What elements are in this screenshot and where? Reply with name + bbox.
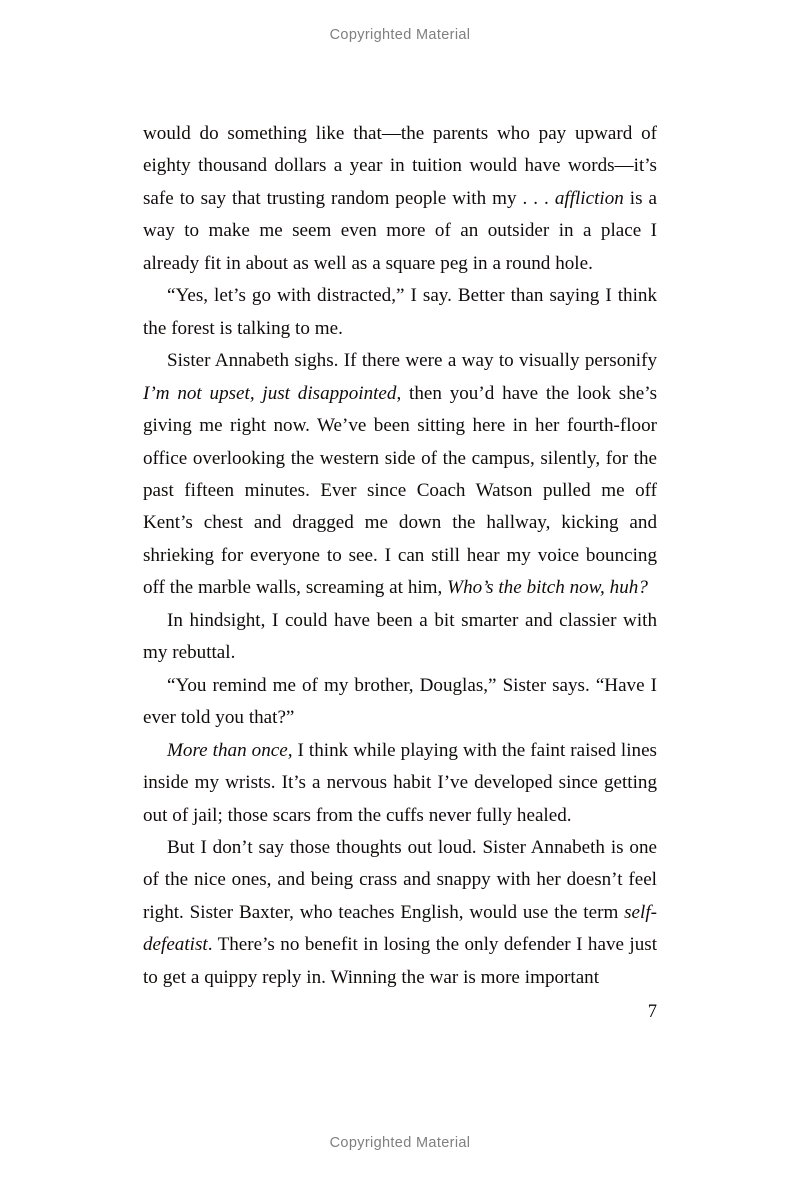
page-number: 7 xyxy=(647,1002,657,1022)
text-run: But I don’t say those thoughts out loud. Sister Annabeth is one of the nice ones, and being crass and snappy with her doesn’t feel right. Sister Baxter, who teaches English, would use the term xyxy=(143,836,657,923)
copyright-watermark-top: Copyrighted Material xyxy=(329,27,471,43)
italic-phrase: Who’s the bitch now, huh? xyxy=(447,577,648,599)
paragraph xyxy=(143,605,657,670)
text-run: . There’s no benefit in losing the only defender I have just to get a quippy reply in. Winning the war is more important xyxy=(143,934,657,988)
copyright-watermark-bottom: Copyrighted Material xyxy=(329,1135,471,1151)
paragraph xyxy=(143,832,657,994)
italic-phrase: I’m not upset, just disappointed xyxy=(143,382,397,404)
text-run: I think while playing with the faint raised lines inside my wrists. It’s a nervous habit I’ve developed since getting out of jail; those scars from the cuffs never fully healed. xyxy=(143,739,657,826)
paragraph xyxy=(143,345,657,605)
italic-phrase: More than once, xyxy=(167,739,293,761)
text-run: Sister Annabeth sighs. If there were a way to visually personify xyxy=(167,350,657,372)
text-run: , then you’d have the look she’s giving me right now. We’ve been sitting here in her fourth-floor office overlooking the western side of the campus, silently, for the past fifteen minutes. Ever since Coach Watson pulled me off Kent’s chest and dragged me down the hallway, kicking and shrieking for everyone to see. I can still hear my voice bouncing off the marble walls, screaming at him, xyxy=(143,382,657,599)
paragraph xyxy=(143,118,657,280)
italic-phrase: affliction xyxy=(554,187,624,209)
text-run: is a way to make me seem even more of an outsider in a place I already fit in about as well as a square peg in a round hole. xyxy=(143,187,657,274)
text-run: would do something like that—the parents who pay upward of eighty thousand dollars a year in tuition would have words—it’s safe to say that trusting random people with my . . . xyxy=(143,123,657,209)
body-text-column xyxy=(143,118,657,994)
text-run: “You remind me of my brother, Douglas,” Sister says. “Have I ever told you that?” xyxy=(143,674,657,729)
text-run: In hindsight, I could have been a bit smarter and classier with my rebuttal. xyxy=(143,609,657,664)
text-run: “Yes, let’s go with distracted,” I say. Better than saying I think the forest is talking to me. xyxy=(143,285,657,339)
paragraph xyxy=(143,280,657,345)
paragraph xyxy=(143,735,657,832)
italic-phrase: self-defeatist xyxy=(143,901,657,956)
paragraph xyxy=(143,670,657,735)
